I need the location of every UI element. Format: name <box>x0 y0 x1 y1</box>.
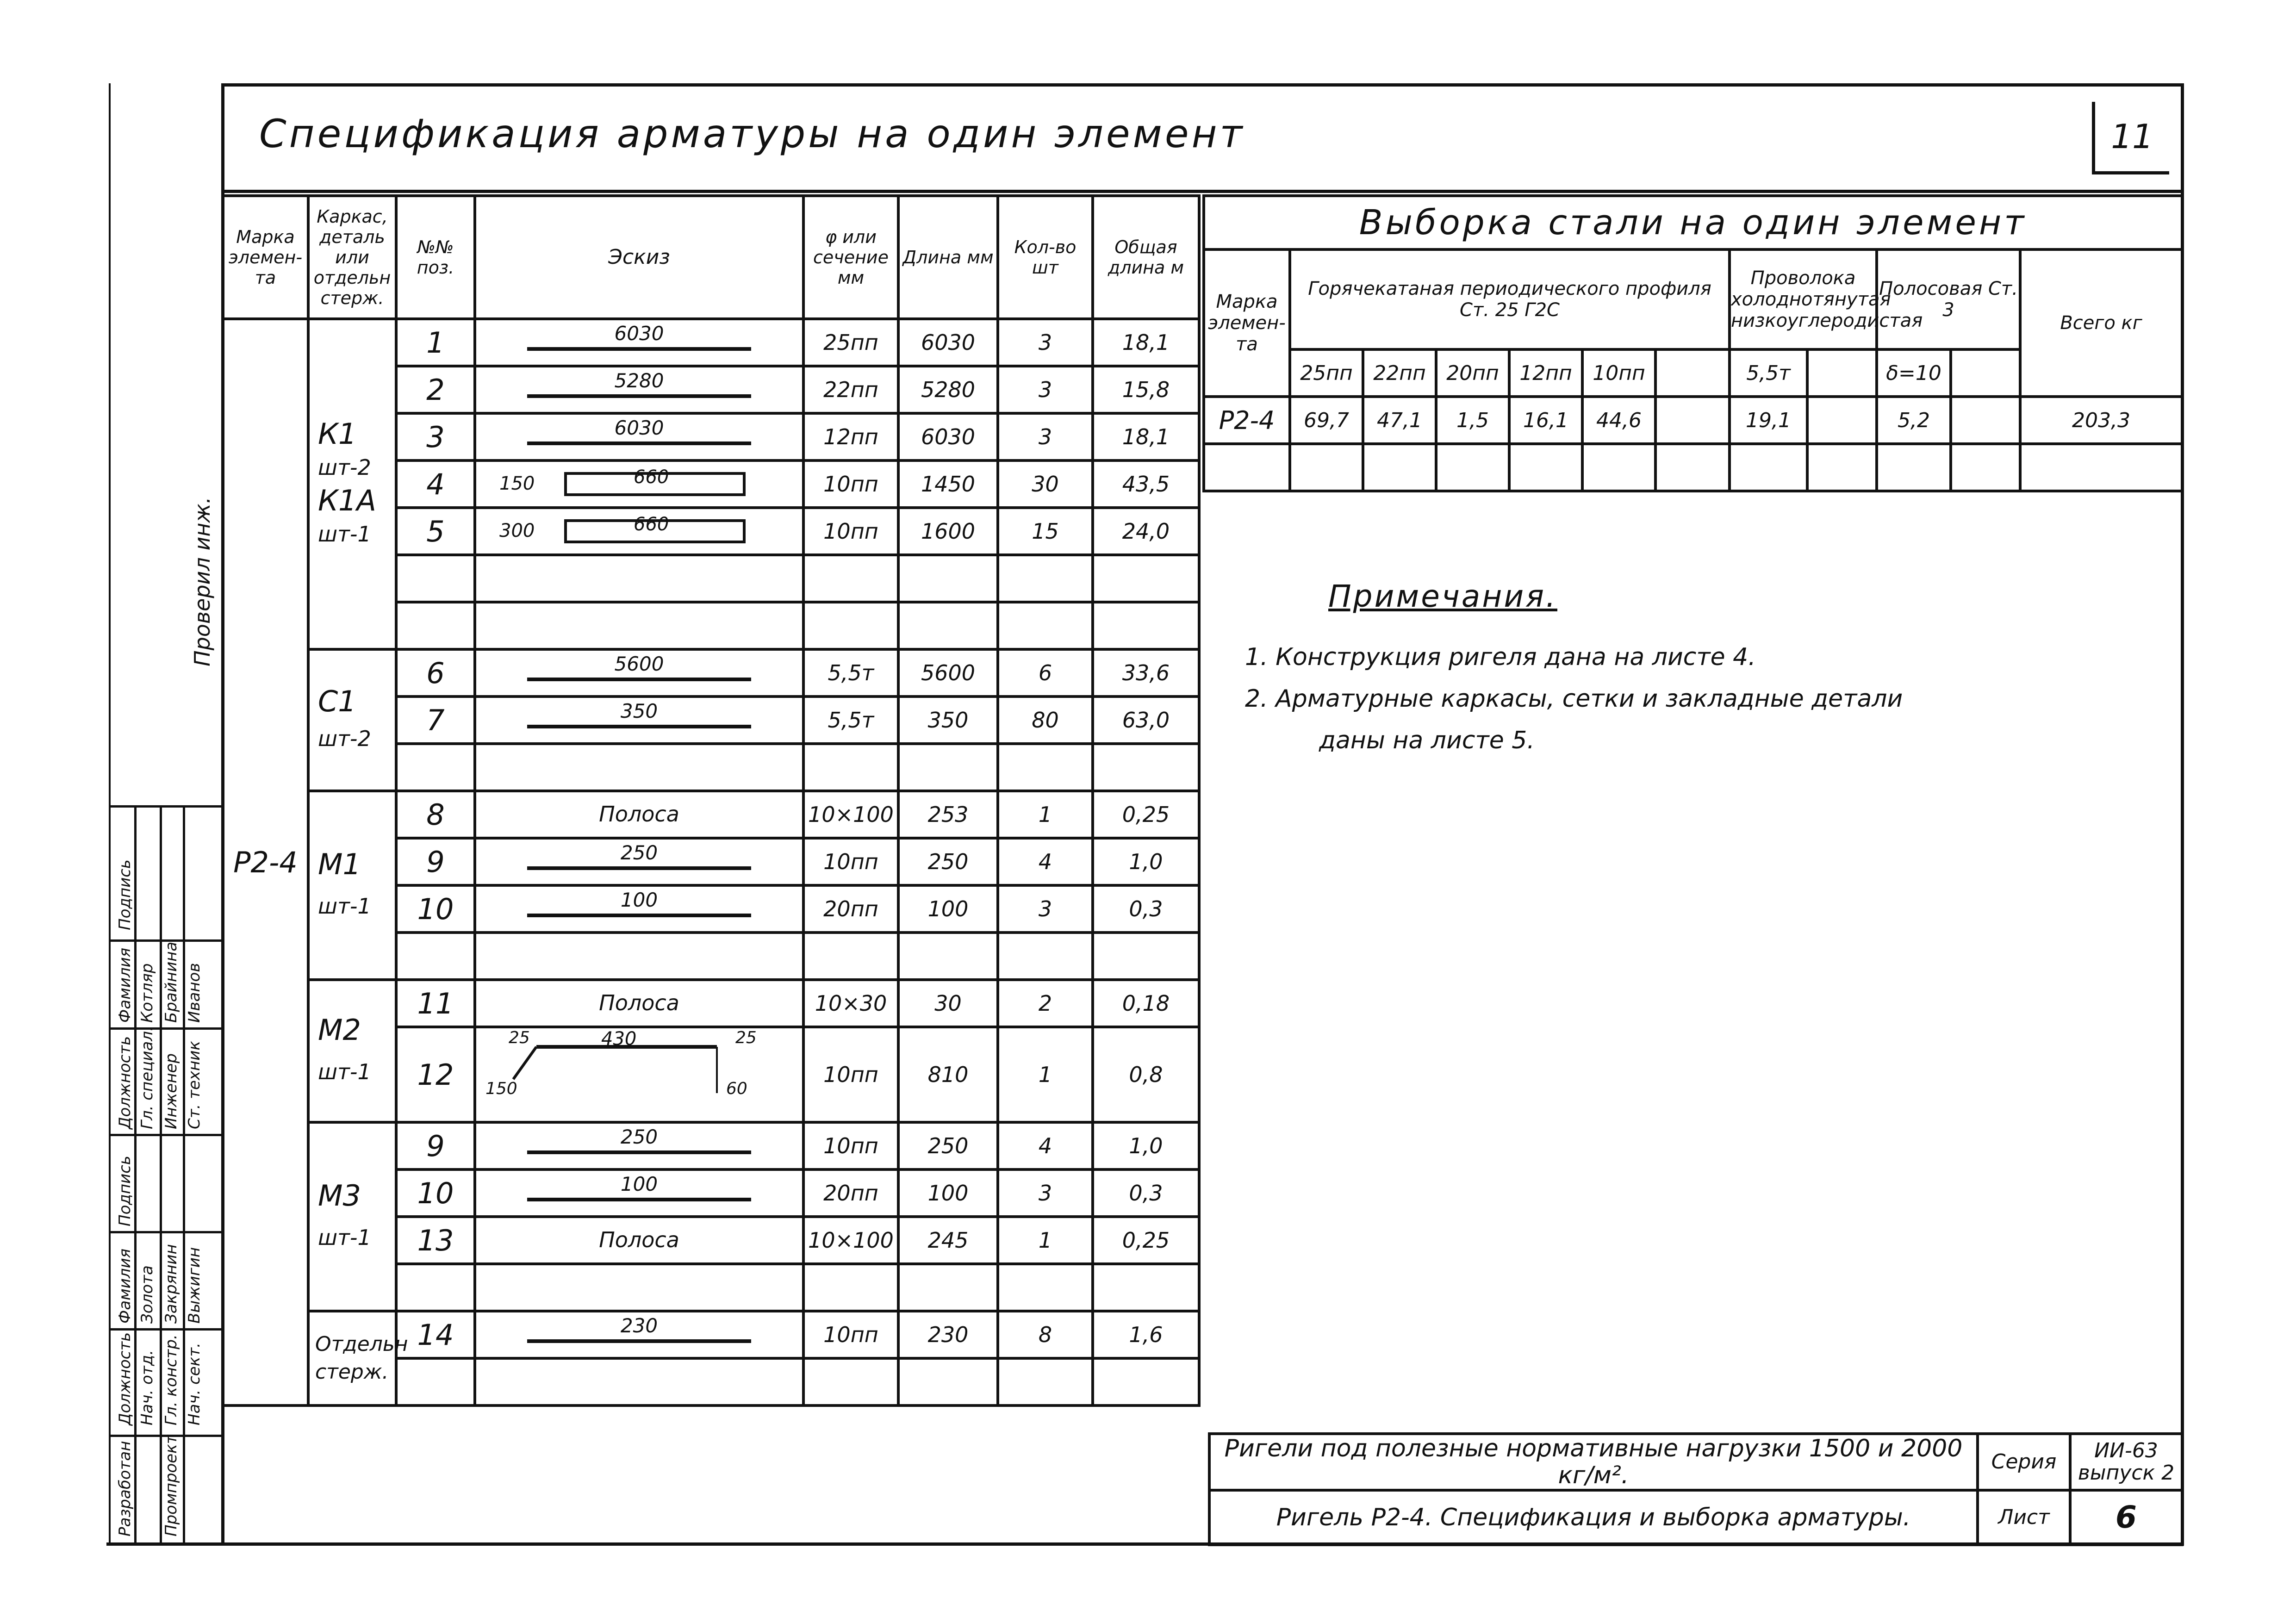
side-line <box>109 1231 222 1233</box>
value-cell <box>1951 397 2020 444</box>
sketch-cell <box>475 980 803 1027</box>
pos-cell: 14 <box>396 1311 475 1358</box>
pos-cell: 10 <box>396 885 475 933</box>
col-header-pos: №№ поз. <box>396 196 475 319</box>
total-cell: 0,3 <box>1093 885 1199 933</box>
side-line <box>109 1328 222 1331</box>
empty-cell <box>475 555 803 602</box>
empty-cell <box>1204 444 1290 491</box>
note-2: 2. Арматурные каркасы, сетки и закладные детали <box>1245 685 1903 713</box>
col-header-count: Кол-во шт <box>998 196 1093 319</box>
dia-cell: 25пп <box>803 319 898 366</box>
dia-cell: 5,5т <box>803 696 898 744</box>
group-qty: шт-1 <box>318 522 371 547</box>
checked-by-label: Проверил инж. <box>190 497 215 666</box>
dia-cell: 10×100 <box>803 791 898 838</box>
sketch-cell <box>475 1027 803 1122</box>
count-cell: 2 <box>998 980 1093 1027</box>
pos-cell: 2 <box>396 366 475 413</box>
len-cell: 5280 <box>898 366 998 413</box>
col-header-total: Общая длина м <box>1093 196 1199 319</box>
empty-cell <box>475 1264 803 1311</box>
count-cell: 1 <box>998 1217 1093 1264</box>
pos-cell: 5 <box>396 508 475 555</box>
empty-cell <box>475 744 803 791</box>
hook-dim: 150 <box>499 473 535 494</box>
sheet-value: 6 <box>2070 1490 2182 1545</box>
count-cell: 1 <box>998 1027 1093 1122</box>
col-header-wire: Проволока холоднотянутая низкоуглеродистая <box>1730 249 1877 349</box>
group-k1 <box>308 319 396 649</box>
empty-cell <box>1093 555 1199 602</box>
pos-cell: 6 <box>396 649 475 696</box>
sketch-dim: 100 <box>620 889 658 911</box>
frame-outer-left <box>109 83 111 1546</box>
total-cell: 0,8 <box>1093 1027 1199 1122</box>
total-cell: 0,25 <box>1093 1217 1199 1264</box>
sketch-cell <box>475 319 803 366</box>
note-1: 1. Конструкция ригеля дана на листе 4. <box>1245 643 1756 671</box>
spec-table <box>221 194 1201 1407</box>
len-cell: 250 <box>898 1122 998 1169</box>
bend-dim: 150 <box>485 1079 517 1098</box>
sub-header <box>1655 349 1730 397</box>
sketch-cell <box>475 791 803 838</box>
empty-cell <box>803 555 898 602</box>
sheet-title: Спецификация арматуры на один элемент <box>259 111 1245 156</box>
count-cell: 8 <box>998 1311 1093 1358</box>
count-cell: 30 <box>998 460 1093 508</box>
name-cell: Золота <box>138 1265 156 1324</box>
side-col-header: Должность <box>116 1332 134 1425</box>
count-cell: 15 <box>998 508 1093 555</box>
total-cell: 18,1 <box>1093 413 1199 460</box>
notes-title: Примечания. <box>1328 578 1557 614</box>
value-cell: 19,1 <box>1730 397 1807 444</box>
dia-cell: 20пп <box>803 885 898 933</box>
empty-cell <box>475 602 803 649</box>
empty-cell <box>898 1358 998 1405</box>
empty-cell <box>998 555 1093 602</box>
sketch-cell <box>475 649 803 696</box>
empty-cell <box>1363 444 1436 491</box>
empty-cell <box>1093 744 1199 791</box>
empty-cell <box>1655 444 1730 491</box>
sketch-dim: Полоса <box>599 802 679 827</box>
pos-cell: 9 <box>396 1122 475 1169</box>
empty-cell <box>803 1358 898 1405</box>
sketch-cell <box>475 1311 803 1358</box>
dia-cell: 10×30 <box>803 980 898 1027</box>
group-qty: шт-2 <box>318 726 371 751</box>
position-cell: Инженер <box>162 1053 180 1129</box>
pos-cell: 9 <box>396 838 475 885</box>
group-c1 <box>308 649 396 791</box>
count-cell: 3 <box>998 413 1093 460</box>
frame-top <box>221 83 2184 87</box>
empty-cell <box>998 1264 1093 1311</box>
side-col-header: Подпись <box>116 1156 134 1226</box>
sketch-dim: Полоса <box>599 990 679 1015</box>
total-cell: 0,25 <box>1093 791 1199 838</box>
col-header-sketch: Эскиз <box>475 196 803 319</box>
col-header-length: Длина мм <box>898 196 998 319</box>
pos-cell: 13 <box>396 1217 475 1264</box>
sketch-dim: 100 <box>620 1173 658 1195</box>
group-m1 <box>308 791 396 980</box>
total-cell: 33,6 <box>1093 649 1199 696</box>
sketch-dim: 5600 <box>614 653 664 675</box>
sketch-cell <box>475 885 803 933</box>
sketch-dim: 660 <box>634 514 669 535</box>
count-cell: 1 <box>998 791 1093 838</box>
side-line <box>109 1134 222 1136</box>
len-cell: 1450 <box>898 460 998 508</box>
sketch-dim: 5280 <box>614 369 664 392</box>
pos-cell: 11 <box>396 980 475 1027</box>
position-cell: Гл. специал. <box>138 1026 156 1129</box>
value-cell: 16,1 <box>1509 397 1582 444</box>
empty-cell <box>898 555 998 602</box>
sketch-dim: 230 <box>620 1314 658 1337</box>
len-cell: 100 <box>898 885 998 933</box>
dia-cell: 20пп <box>803 1169 898 1217</box>
group-name: М3 <box>318 1179 361 1213</box>
sketch-dim: 250 <box>620 841 658 864</box>
series-label: Серия <box>1978 1434 2070 1490</box>
len-cell: 5600 <box>898 649 998 696</box>
title-block <box>1208 1432 2184 1546</box>
empty-cell <box>998 602 1093 649</box>
sketch-cell <box>475 508 803 555</box>
org-label: Разработан <box>116 1441 134 1536</box>
empty-cell <box>1436 444 1509 491</box>
bend-dim: 60 <box>726 1079 747 1098</box>
empty-cell <box>1877 444 1951 491</box>
bend-dim: 25 <box>735 1028 757 1047</box>
value-cell: 1,5 <box>1436 397 1509 444</box>
sketch-dim: 250 <box>620 1126 658 1148</box>
pos-cell: 4 <box>396 460 475 508</box>
empty-cell <box>1509 444 1582 491</box>
len-cell: 350 <box>898 696 998 744</box>
group-name: С1 <box>318 684 356 718</box>
sketch-dim: 6030 <box>614 322 664 345</box>
dia-cell: 10×100 <box>803 1217 898 1264</box>
total-cell: 1,0 <box>1093 838 1199 885</box>
value-cell: 44,6 <box>1582 397 1655 444</box>
element-mark: Р2-4 <box>223 319 308 1405</box>
len-cell: 30 <box>898 980 998 1027</box>
pos-cell: 3 <box>396 413 475 460</box>
org-label: Промпроект <box>162 1435 180 1536</box>
empty-cell <box>898 933 998 980</box>
count-cell: 6 <box>998 649 1093 696</box>
count-cell: 4 <box>998 1122 1093 1169</box>
sketch-dim: Полоса <box>599 1227 679 1252</box>
pos-cell: 7 <box>396 696 475 744</box>
dia-cell: 10пп <box>803 838 898 885</box>
dia-cell: 10пп <box>803 1311 898 1358</box>
sketch-cell <box>475 460 803 508</box>
empty-cell <box>1093 602 1199 649</box>
value-cell <box>1655 397 1730 444</box>
col-header-diameter: φ или сечение мм <box>803 196 898 319</box>
len-cell: 253 <box>898 791 998 838</box>
empty-cell <box>396 1358 475 1405</box>
empty-cell <box>396 1264 475 1311</box>
bend-dim: 25 <box>509 1028 530 1047</box>
dia-cell: 12пп <box>803 413 898 460</box>
total-cell: 15,8 <box>1093 366 1199 413</box>
series-value: ИИ-63 выпуск 2 <box>2070 1434 2182 1490</box>
count-cell: 3 <box>998 885 1093 933</box>
value-cell <box>1807 397 1877 444</box>
sketch-cell <box>475 1122 803 1169</box>
side-line <box>109 805 222 808</box>
dia-cell: 10пп <box>803 1027 898 1122</box>
sub-header <box>1807 349 1877 397</box>
sketch-cell <box>475 366 803 413</box>
empty-cell <box>1807 444 1877 491</box>
len-cell: 1600 <box>898 508 998 555</box>
col-header-mark: Марка элемен- та <box>1204 249 1290 397</box>
len-cell: 6030 <box>898 319 998 366</box>
group-m2 <box>308 980 396 1122</box>
len-cell: 810 <box>898 1027 998 1122</box>
total-cell: 1,0 <box>1093 1122 1199 1169</box>
empty-cell <box>998 744 1093 791</box>
name-cell: Иванов <box>185 963 204 1023</box>
empty-cell <box>475 1358 803 1405</box>
row-mark: Р2-4 <box>1204 397 1290 444</box>
empty-cell <box>475 933 803 980</box>
group-name: М1 <box>318 847 361 881</box>
position-cell: Ст. техник <box>185 1041 204 1129</box>
sketch-dim: 6030 <box>614 417 664 439</box>
total-cell: 18,1 <box>1093 319 1199 366</box>
total-cell: 0,18 <box>1093 980 1199 1027</box>
value-cell: 5,2 <box>1877 397 1951 444</box>
note-3: даны на листе 5. <box>1319 727 1535 754</box>
sub-header: 20пп <box>1436 349 1509 397</box>
total-cell: 63,0 <box>1093 696 1199 744</box>
pos-cell: 12 <box>396 1027 475 1122</box>
len-cell: 230 <box>898 1311 998 1358</box>
empty-cell <box>1951 444 2020 491</box>
side-col-header: Подпись <box>116 859 134 930</box>
sketch-dim: 660 <box>634 466 669 488</box>
empty-cell <box>1093 1264 1199 1311</box>
dia-cell: 22пп <box>803 366 898 413</box>
name-cell: Котляр <box>138 963 156 1023</box>
pos-cell: 8 <box>396 791 475 838</box>
total-cell: 203,3 <box>2020 397 2182 444</box>
pos-cell: 10 <box>396 1169 475 1217</box>
sketch-cell <box>475 1169 803 1217</box>
empty-cell <box>1730 444 1807 491</box>
group-name: Отдельн стерж. <box>315 1332 408 1384</box>
empty-cell <box>2020 444 2182 491</box>
sketch-cell <box>475 1217 803 1264</box>
col-header-total: Всего кг <box>2020 249 2182 397</box>
col-header-frame: Каркас, деталь или отдельн стерж. <box>308 196 396 319</box>
empty-cell <box>1093 1358 1199 1405</box>
dia-cell: 10пп <box>803 1122 898 1169</box>
sheet-label: Лист <box>1978 1490 2070 1545</box>
sub-header <box>1951 349 2020 397</box>
count-cell: 3 <box>998 319 1093 366</box>
len-cell: 245 <box>898 1217 998 1264</box>
hook-dim: 300 <box>499 520 535 541</box>
name-cell: Выжигин <box>185 1247 204 1324</box>
stamp-title-2: Ригель Р2-4. Спецификация и выборка арматуры. <box>1209 1490 1978 1545</box>
empty-cell <box>1093 933 1199 980</box>
side-col-header: Должность <box>116 1036 134 1129</box>
empty-cell <box>1582 444 1655 491</box>
empty-cell <box>396 933 475 980</box>
empty-cell <box>803 744 898 791</box>
len-cell: 100 <box>898 1169 998 1217</box>
empty-cell <box>898 602 998 649</box>
position-cell: Нач. сект. <box>185 1343 204 1425</box>
value-cell: 69,7 <box>1290 397 1363 444</box>
sub-header: 22пп <box>1363 349 1436 397</box>
group-name: М2 <box>318 1013 361 1047</box>
count-cell: 80 <box>998 696 1093 744</box>
sub-header: 5,5т <box>1730 349 1807 397</box>
col-header-strip: Полосовая Ст. 3 <box>1877 249 2020 349</box>
group-separate <box>308 1311 408 1405</box>
selection-table <box>1202 194 2184 492</box>
sketch-cell <box>475 838 803 885</box>
col-header-hot-rolled: Горячекатаная периодического профиля Ст. 25 Г2С <box>1290 249 1730 349</box>
empty-cell <box>1290 444 1363 491</box>
empty-cell <box>998 933 1093 980</box>
stamp-title-1: Ригели под полезные нормативные нагрузки 1500 и 2000 кг/м². <box>1209 1434 1978 1490</box>
total-cell: 24,0 <box>1093 508 1199 555</box>
page-number: 11 <box>2092 102 2169 174</box>
len-cell: 250 <box>898 838 998 885</box>
dia-cell: 5,5т <box>803 649 898 696</box>
col-header-mark: Марка элемен- та <box>223 196 308 319</box>
group-qty: шт-2 <box>318 455 371 480</box>
sub-header: 12пп <box>1509 349 1582 397</box>
sub-header: 25пп <box>1290 349 1363 397</box>
total-cell: 1,6 <box>1093 1311 1199 1358</box>
sub-header: 10пп <box>1582 349 1655 397</box>
selection-title: Выборка стали на один элемент <box>1204 196 2182 249</box>
side-col-header: Фамилия <box>116 1248 134 1324</box>
empty-cell <box>898 744 998 791</box>
group-name: К1А <box>318 484 376 517</box>
empty-cell <box>396 555 475 602</box>
position-cell: Нач. отд. <box>138 1349 156 1425</box>
sketch-dim: 350 <box>620 700 658 722</box>
name-cell: Закрянин <box>162 1244 180 1324</box>
empty-cell <box>803 602 898 649</box>
side-col-header: Фамилия <box>116 947 134 1023</box>
empty-cell <box>998 1358 1093 1405</box>
value-cell: 47,1 <box>1363 397 1436 444</box>
dia-cell: 10пп <box>803 460 898 508</box>
empty-cell <box>396 744 475 791</box>
name-cell: Брайнина <box>162 941 180 1023</box>
empty-cell <box>898 1264 998 1311</box>
empty-cell <box>803 933 898 980</box>
pos-cell: 1 <box>396 319 475 366</box>
sketch-cell <box>475 413 803 460</box>
group-m3 <box>308 1122 396 1311</box>
sketch-dim: 430 <box>601 1028 637 1050</box>
sketch-cell <box>475 696 803 744</box>
group-qty: шт-1 <box>318 1225 371 1250</box>
count-cell: 3 <box>998 1169 1093 1217</box>
len-cell: 6030 <box>898 413 998 460</box>
side-line <box>109 1027 222 1030</box>
total-cell: 43,5 <box>1093 460 1199 508</box>
count-cell: 3 <box>998 366 1093 413</box>
group-name: К1 <box>318 417 357 451</box>
total-cell: 0,3 <box>1093 1169 1199 1217</box>
empty-cell <box>396 602 475 649</box>
sub-header: δ=10 <box>1877 349 1951 397</box>
empty-cell <box>803 1264 898 1311</box>
count-cell: 4 <box>998 838 1093 885</box>
title-underline <box>221 190 2184 193</box>
group-qty: шт-1 <box>318 894 371 919</box>
position-cell: Гл. констр. <box>162 1334 180 1425</box>
dia-cell: 10пп <box>803 508 898 555</box>
group-qty: шт-1 <box>318 1059 371 1084</box>
